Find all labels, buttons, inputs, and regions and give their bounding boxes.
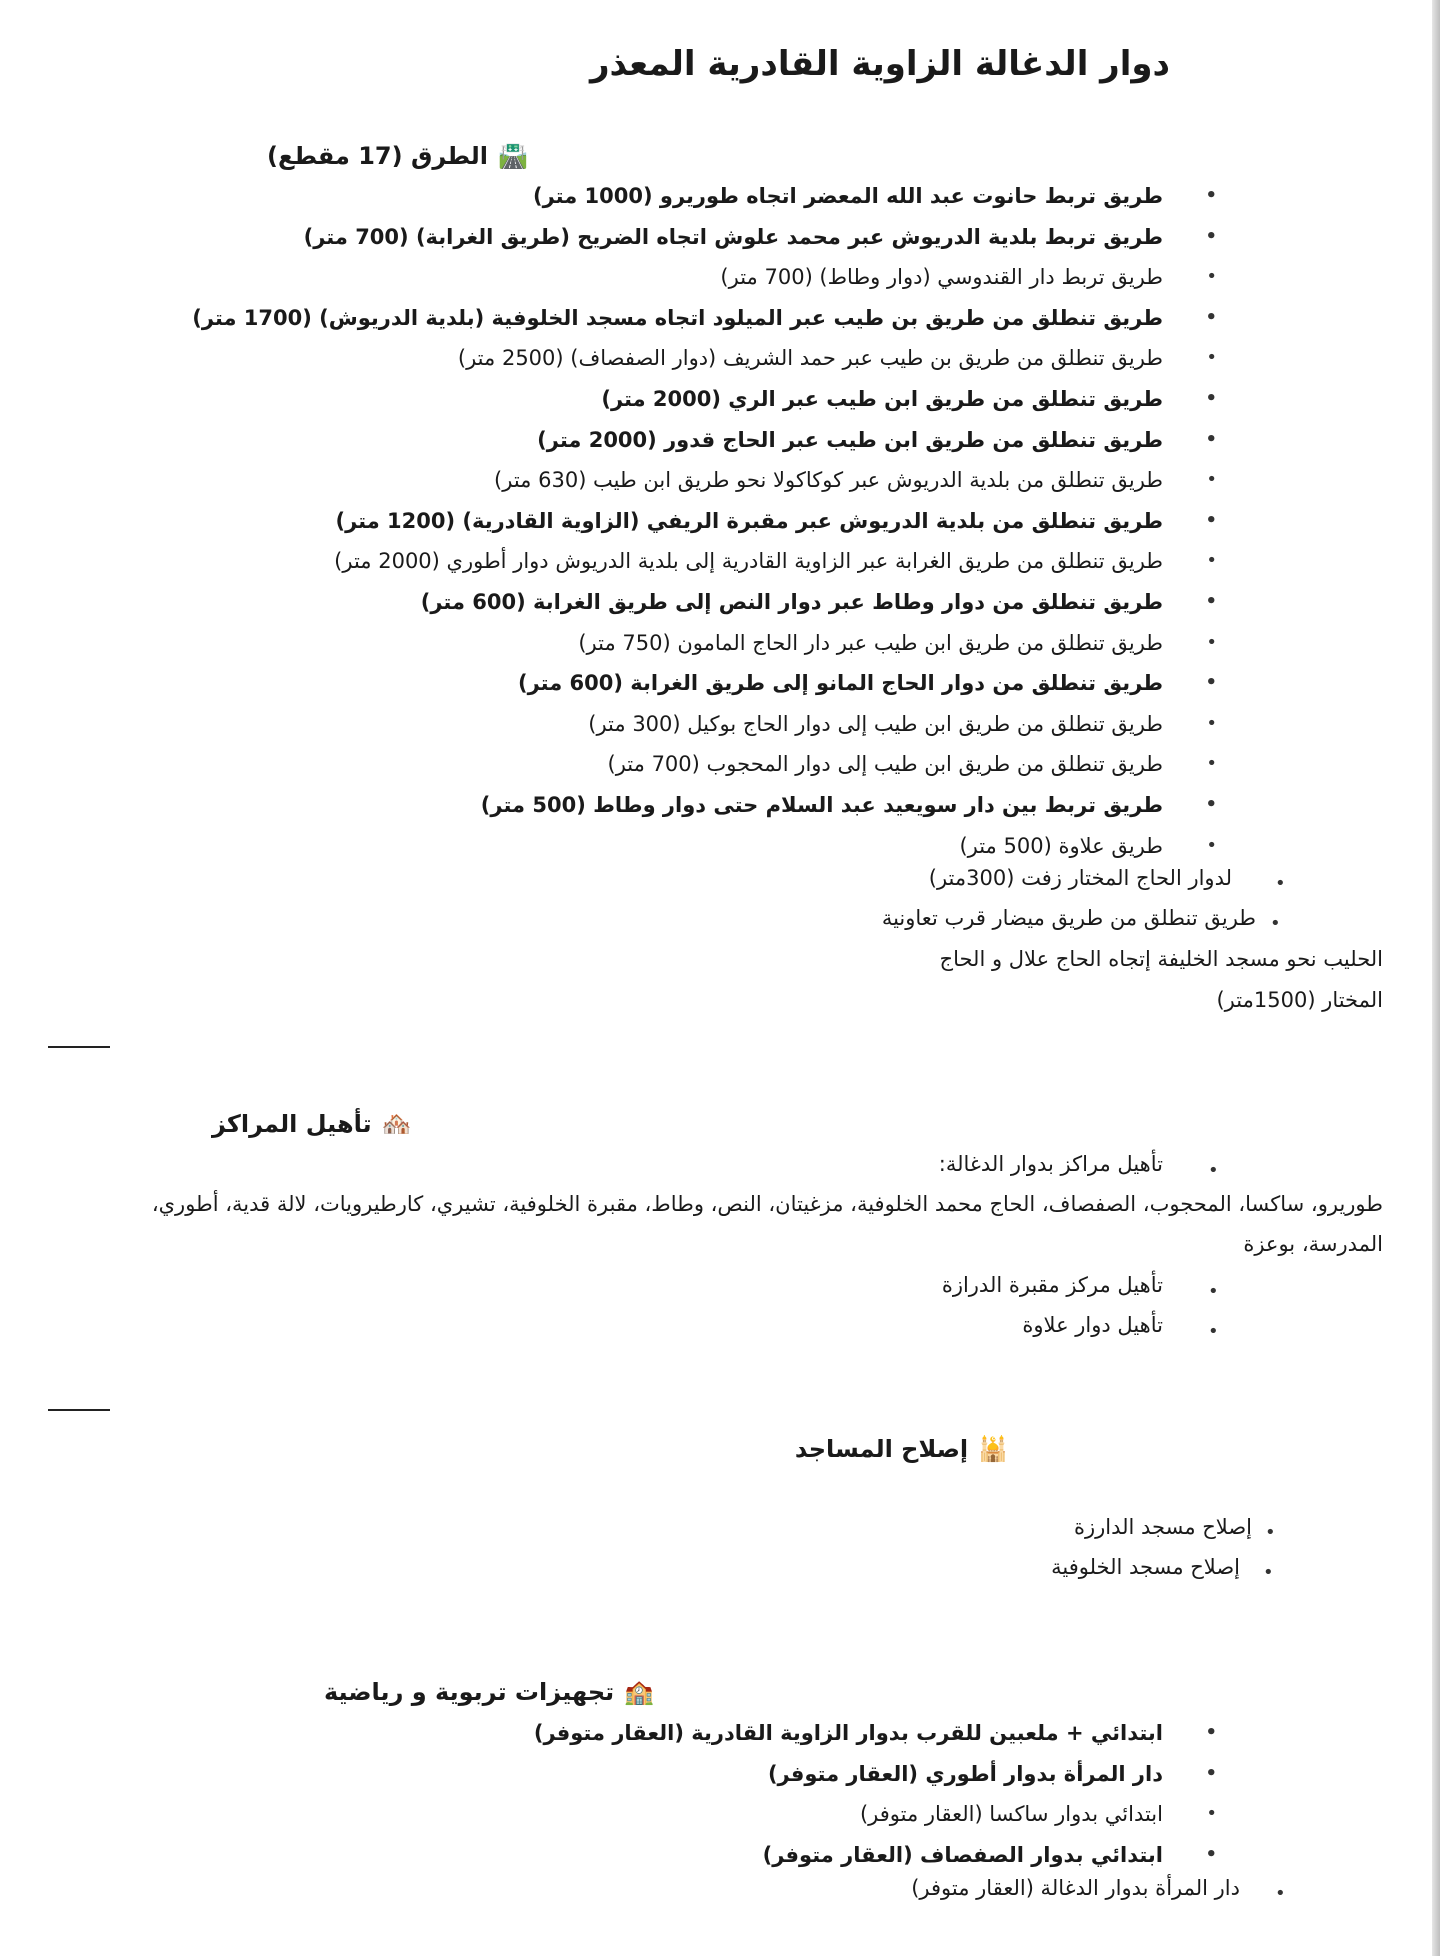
road-emoji-icon: 🛣️ [497, 142, 528, 170]
mosques-item-2: إصلاح مسجد الخلوفية [1051, 1555, 1240, 1579]
list-item: • طريق تنطلق من طريق بن طيب عبر حمد الشريف (دوار الصفصاف) (2500 متر) [457, 346, 1217, 371]
page-edge [1432, 0, 1440, 1956]
roads-list [192, 176, 1217, 866]
bullet-mark: • [1265, 1522, 1276, 1543]
centers-places-line-2: المدرسة، بوعزة [1243, 1232, 1383, 1256]
section-divider [48, 1046, 110, 1048]
list-item: • طريق تنطلق من طريق ابن طيب عبر الري (2000 متر) [601, 386, 1217, 411]
list-item: • طريق تنطلق من طريق الغرابة عبر الزاوية القادرية إلى بلدية الدريوش دوار أطوري (2000 متر) [334, 549, 1217, 574]
mosque-emoji-icon: 🕌 [978, 1435, 1008, 1463]
mosques-heading [795, 1435, 1008, 1463]
bullet-mark: • [1208, 1160, 1219, 1181]
mosques-heading-text: إصلاح المساجد [794, 1435, 969, 1463]
section-divider [48, 1409, 110, 1411]
bullet-mark: • [1275, 873, 1286, 894]
bullet-mark: • [1263, 1562, 1274, 1583]
list-item: • طريق تربط دار القندوسي (دوار وطاط) (700 متر) [720, 265, 1217, 290]
list-item: • ابتدائي بدوار الصفصاف (العقار متوفر) [762, 1842, 1217, 1867]
roads-extra-2-cont: الحليب نحو مسجد الخليفة إتجاه الحاج علال و الحاج [939, 947, 1383, 971]
roads-heading-text: الطرق (17 مقطع) [267, 142, 488, 170]
mosques-item-1: إصلاح مسجد الدارزة [1073, 1515, 1252, 1539]
list-item: • طريق تنطلق من طريق ابن طيب عبر الحاج قدور (2000 متر) [537, 427, 1217, 452]
centers-item-1: تأهيل مراكز بدوار الدغالة: [938, 1152, 1163, 1176]
roads-extra-1: لدوار الحاج المختار زفت (300متر) [928, 866, 1232, 890]
centers-heading [212, 1110, 412, 1138]
equipment-extra: دار المرأة بدوار الدغالة (العقار متوفر) [911, 1876, 1240, 1900]
centers-places-line-1: طوريرو، ساكسا، المحجوب، الصفصاف، الحاج محمد الخلوفية، مزغيتان، النص، وطاط، مقبرة الخلوفية، تشيري، كارطيرويات، لالة قدية، أطوري، [151, 1192, 1383, 1216]
equipment-heading-text: تجهيزات تربوية و رياضية [324, 1678, 615, 1706]
roads-extra-2-cont: المختار (1500متر) [1216, 988, 1383, 1012]
centers-item-3: تأهيل دوار علاوة [1022, 1313, 1163, 1337]
bullet-mark: • [1270, 913, 1281, 934]
list-item: • طريق تنطلق من طريق ابن طيب عبر دار الحاج المامون (750 متر) [578, 630, 1217, 655]
school-emoji-icon: 🏫 [624, 1678, 655, 1706]
list-item: • طريق تربط حانوت عبد الله المعضر اتجاه طوريرو (1000 متر) [533, 184, 1217, 208]
houses-emoji-icon: 🏘️ [381, 1110, 412, 1138]
list-item: • ابتدائي + ملعبين للقرب بدوار الزاوية القادرية (العقار متوفر) [533, 1721, 1217, 1745]
bullet-mark: • [1275, 1883, 1286, 1904]
page-title: دوار الدغالة الزاوية القادرية المعذر [589, 44, 1170, 84]
equipment-list [533, 1713, 1217, 1875]
centers-heading-text: تأهيل المراكز [212, 1110, 372, 1138]
bullet-mark: • [1208, 1321, 1219, 1342]
list-item: • طريق تنطلق من طريق ابن طيب إلى دوار الحاج بوكيل (300 متر) [588, 711, 1217, 736]
roads-heading [267, 142, 528, 170]
list-item: • طريق تنطلق من طريق بن طيب عبر الميلود اتجاه مسجد الخلوفية (بلدية الدريوش) (1700 متر) [192, 305, 1217, 330]
list-item: • ابتدائي بدوار ساكسا (العقار متوفر) [859, 1802, 1217, 1827]
equipment-heading [324, 1678, 654, 1706]
list-item: • دار المرأة بدوار أطوري (العقار متوفر) [767, 1761, 1217, 1786]
list-item: • طريق تنطلق من بلدية الدريوش عبر مقبرة الريفي (الزاوية القادرية) (1200 متر) [335, 508, 1217, 533]
centers-item-2: تأهيل مركز مقبرة الدرازة [941, 1273, 1163, 1297]
list-item: • طريق تنطلق من دوار الحاج المانو إلى طريق الغرابة (600 متر) [517, 671, 1217, 696]
bullet-mark: • [1208, 1281, 1219, 1302]
list-item: • طريق علاوة (500 متر) [959, 833, 1217, 858]
list-item: • طريق تنطلق من طريق ابن طيب إلى دوار المحجوب (700 متر) [607, 752, 1217, 777]
list-item: • طريق تربط بلدية الدريوش عبر محمد علوش اتجاه الضريح (طريق الغرابة) (700 متر) [303, 224, 1217, 249]
list-item: • طريق تنطلق من بلدية الدريوش عبر كوكاكولا نحو طريق ابن طيب (630 متر) [494, 468, 1217, 493]
roads-extra-2: طريق تنطلق من طريق ميضار قرب تعاونية [881, 906, 1256, 930]
list-item: • طريق تربط بين دار سويعيد عبد السلام حتى دوار وطاط (500 متر) [480, 792, 1217, 817]
list-item: • طريق تنطلق من دوار وطاط عبر دوار النص إلى طريق الغرابة (600 متر) [420, 589, 1217, 614]
